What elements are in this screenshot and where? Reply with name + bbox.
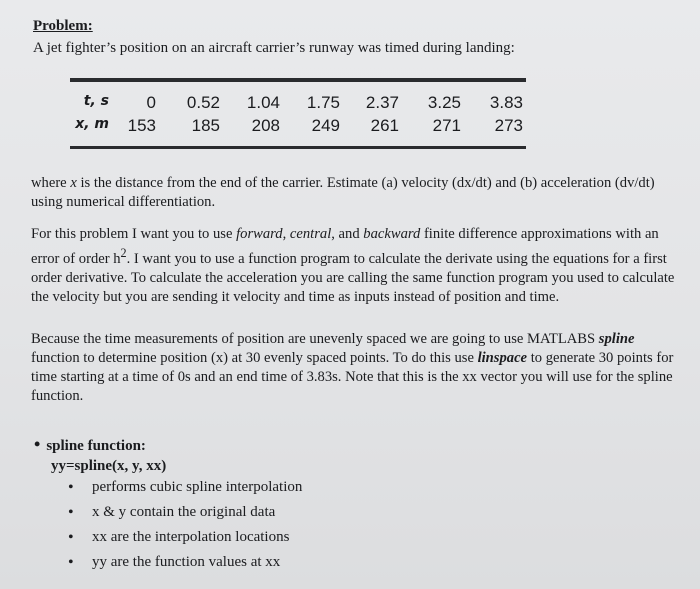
text-run: , [282,226,290,242]
term-forward: forward [236,226,283,242]
text-run: . I want you to use a function program to calculate the derivate using the equations for a first order derivative. To calculate the acceleration you are calling the same function program you used to calculate the velocity but you are sending it velocity and time as inputs instead of position and time. [31,250,675,305]
table-row-position [0,116,700,138]
spline-heading [34,434,146,455]
table-cell: 271 [432,116,461,135]
text-run: function to determine position (x) at 30 evenly spaced points. To do this use [31,350,478,366]
list-item-text: xx are the interpolation locations [92,529,290,545]
bullet-icon: • [68,529,74,546]
bullet-icon: • [34,434,41,454]
table-cell: 2.37 [365,93,399,112]
paragraph-task [31,174,676,212]
term-central: central [289,226,332,242]
table-cell: 249 [311,116,340,135]
table-cell: 0.52 [186,93,220,112]
table-cell: 185 [191,116,220,135]
table-cell: 1.75 [306,93,340,112]
spline-heading-text: spline function: [46,438,146,454]
row-label-position: x, m [75,116,109,132]
table-top-rule [70,78,526,82]
text-run: is the distance from the end of the carrier. Estimate (a) velocity (dx/dt) and (b) acceleration (dv/dt) using numerical differentiation. [31,175,655,210]
text-run: , and [331,226,364,242]
table-cell: 3.83 [489,93,523,112]
bullet-icon: • [68,554,74,571]
exponent: 2 [120,246,127,260]
table-bottom-rule [70,146,526,149]
paragraph-spline [31,330,676,406]
term-backward: backward [363,226,421,242]
term-linspace: linspace [477,350,528,366]
text-run: Because the time measurements of position are unevenly spaced we are going to use MATLABS [31,331,599,347]
list-item [62,553,302,578]
table-cell: 0 [146,93,156,112]
table-cell: 1.04 [246,93,280,112]
list-item-text: performs cubic spline interpolation [92,479,303,495]
row-label-time: t, s [83,93,109,109]
list-item [62,478,302,503]
list-item [62,528,302,553]
text-run: to generate 30 points for time starting at a time of 0s and an end time of 3.83s. Note that this is the xx vector you will use for the spline function. [31,350,674,404]
problem-intro: A jet fighter’s position on an aircraft carrier’s runway was timed during landing: [33,40,515,56]
table-cell: 3.25 [427,93,461,112]
bullet-icon: • [68,504,74,521]
spline-bullet-list [62,478,302,578]
paragraph-instructions [31,225,676,307]
table-cell: 153 [127,116,156,135]
list-item-text: x & y contain the original data [92,504,276,520]
text-run: For this problem I want you to use [31,226,237,242]
bullet-icon: • [68,479,74,496]
table-cell: 208 [251,116,280,135]
term-spline: spline [598,331,635,347]
spline-syntax: yy=spline(x, y, xx) [51,458,167,474]
table-cell: 273 [494,116,523,135]
table-cell: 261 [370,116,399,135]
list-item-text: yy are the function values at xx [92,554,281,570]
variable-x: x [70,175,77,191]
problem-title: Problem: [33,18,93,34]
text-run: where [31,175,71,191]
list-item [62,503,302,528]
text-run: finite difference approximations with an error of order h [31,226,659,267]
table-row-time [0,93,700,115]
